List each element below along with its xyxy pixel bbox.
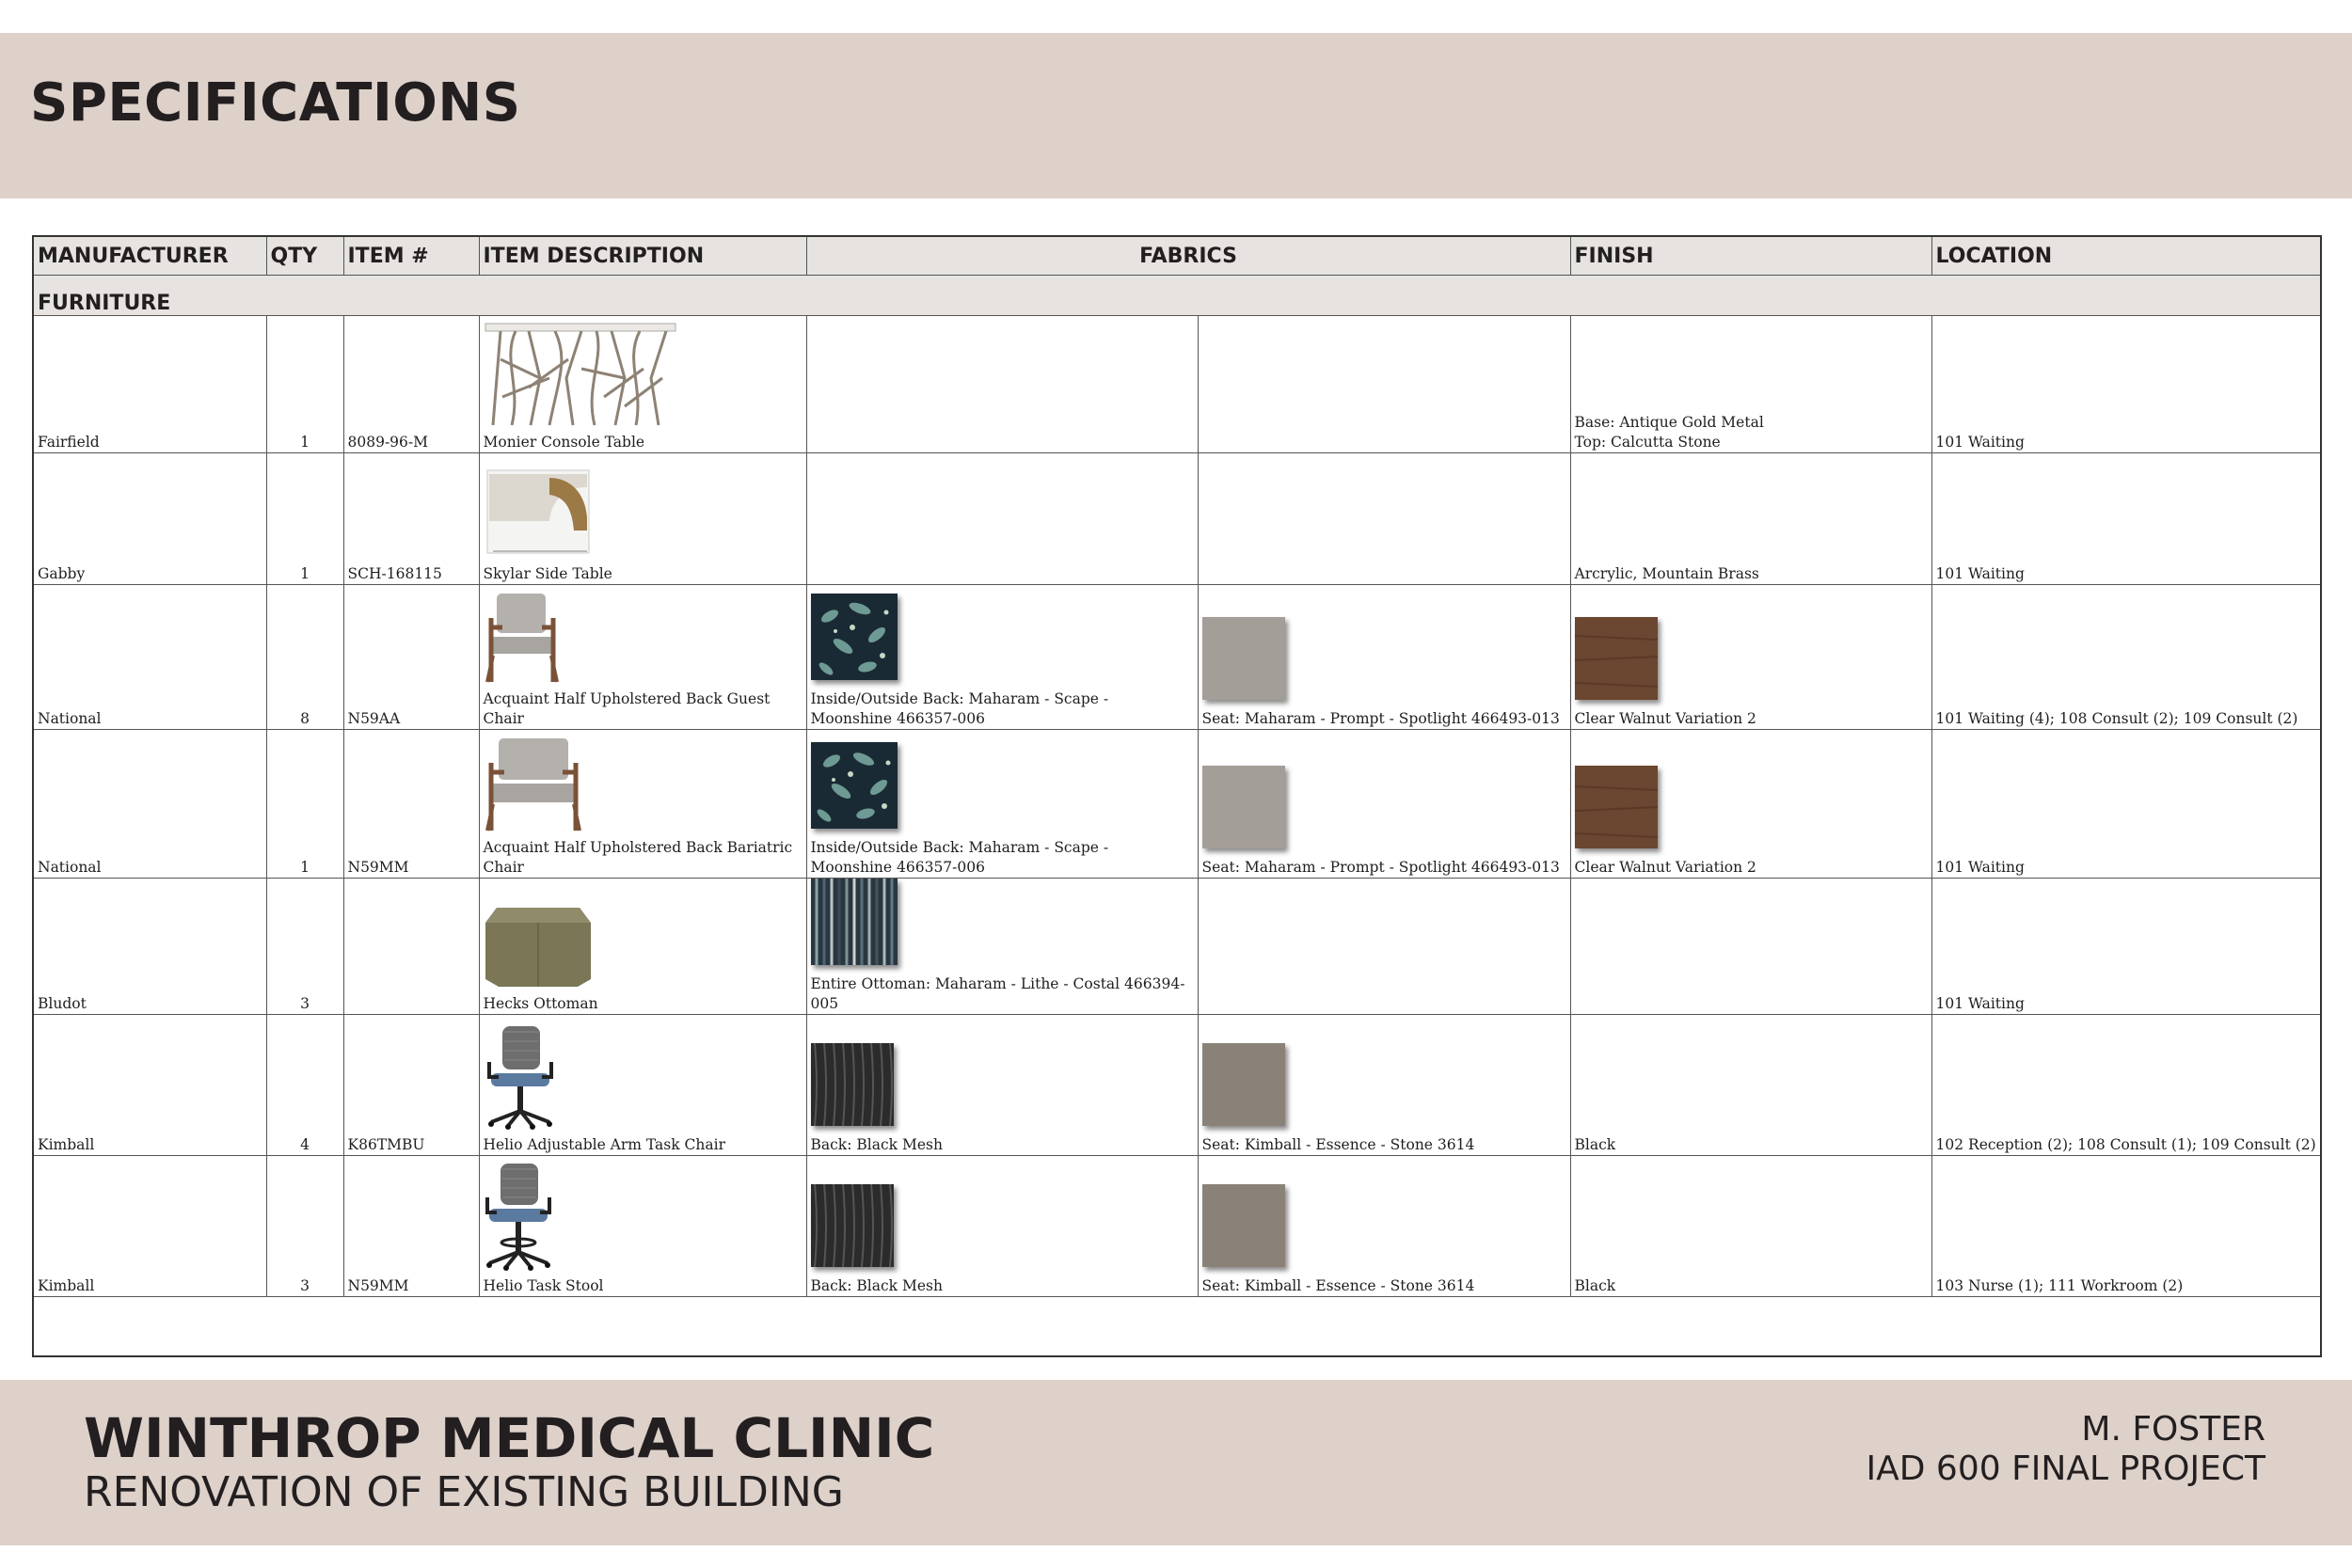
fabric-swatch-prompt-spotlight bbox=[1202, 766, 1285, 848]
finish-cell: Arcrylic, Mountain Brass bbox=[1570, 453, 1931, 585]
fabric-cell-2 bbox=[1198, 585, 1570, 730]
fabric-cell-2 bbox=[1198, 1014, 1570, 1155]
manufacturer-cell: National bbox=[33, 585, 266, 730]
description-cell bbox=[479, 585, 806, 730]
fabric-swatch-scape-moonshine bbox=[811, 594, 898, 680]
fabric-cell-2 bbox=[1198, 316, 1570, 453]
page-title: SPECIFICATIONS bbox=[30, 72, 521, 134]
item-number-cell bbox=[343, 879, 479, 1015]
item-number-cell: SCH-168115 bbox=[343, 453, 479, 585]
finish-text: Base: Antique Gold Metal bbox=[1574, 414, 1764, 432]
description-text: Helio Adjustable Arm Task Chair bbox=[483, 1135, 725, 1153]
description-text: Helio Task Stool bbox=[483, 1276, 604, 1294]
fabric-cell-1 bbox=[806, 585, 1198, 730]
finish-text-2: Top: Calcutta Stone bbox=[1574, 434, 1721, 451]
fabric-cell-1 bbox=[806, 879, 1198, 1015]
description-text: Acquaint Half Upholstered Back Guest Chair bbox=[483, 690, 771, 728]
description-text: Hecks Ottoman bbox=[483, 994, 598, 1012]
finish-swatch-walnut bbox=[1575, 617, 1658, 700]
fabric-cell-1 bbox=[806, 730, 1198, 879]
ottoman-image bbox=[484, 900, 593, 989]
fabric-swatch-prompt-spotlight bbox=[1202, 617, 1285, 700]
column-header-item: ITEM # bbox=[343, 236, 479, 276]
table-header-row bbox=[33, 236, 2321, 276]
fabric-cell-2 bbox=[1198, 453, 1570, 585]
fabric-text: Entire Ottoman: Maharam - Lithe - Costal 466394-005 bbox=[810, 975, 1185, 1012]
description-cell bbox=[479, 1155, 806, 1296]
fabric-text: Back: Black Mesh bbox=[810, 1135, 943, 1153]
fabric-swatch-essence-stone bbox=[1202, 1043, 1285, 1126]
location-cell: 101 Waiting (4); 108 Consult (2); 109 Consult (2) bbox=[1931, 585, 2321, 730]
table-row bbox=[33, 879, 2321, 1015]
description-cell bbox=[479, 730, 806, 879]
location-cell: 101 Waiting bbox=[1931, 730, 2321, 879]
finish-text: Clear Walnut Variation 2 bbox=[1574, 710, 1756, 728]
finish-cell bbox=[1570, 730, 1931, 879]
section-row-furniture bbox=[33, 276, 2321, 316]
description-cell bbox=[479, 879, 806, 1015]
item-number-cell: N59MM bbox=[343, 730, 479, 879]
table-row bbox=[33, 730, 2321, 879]
side-table-image bbox=[484, 465, 593, 559]
fabric-swatch-black-mesh bbox=[811, 1184, 894, 1267]
fabric-cell-1 bbox=[806, 1155, 1198, 1296]
console-table-image bbox=[484, 322, 677, 427]
location-cell: 102 Reception (2); 108 Consult (1); 109 Consult (2) bbox=[1931, 1014, 2321, 1155]
column-header-description: ITEM DESCRIPTION bbox=[479, 236, 806, 276]
description-cell bbox=[479, 316, 806, 453]
description-text: Monier Console Table bbox=[483, 434, 645, 451]
item-number-cell: K86TMBU bbox=[343, 1014, 479, 1155]
table-row bbox=[33, 585, 2321, 730]
finish-cell: Black bbox=[1570, 1155, 1931, 1296]
qty-cell: 1 bbox=[266, 453, 343, 585]
description-cell bbox=[479, 453, 806, 585]
fabric-swatch-lithe-costal bbox=[811, 879, 898, 965]
fabric-cell-2 bbox=[1198, 730, 1570, 879]
description-cell bbox=[479, 1014, 806, 1155]
item-number-cell: N59MM bbox=[343, 1155, 479, 1296]
manufacturer-cell: Fairfield bbox=[33, 316, 266, 453]
project-subtitle: RENOVATION OF EXISTING BUILDING bbox=[84, 1468, 844, 1516]
finish-cell bbox=[1570, 879, 1931, 1015]
fabric-text: Seat: Kimball - Essence - Stone 3614 bbox=[1201, 1276, 1475, 1294]
location-cell: 101 Waiting bbox=[1931, 879, 2321, 1015]
fabric-text: Inside/Outside Back: Maharam - Scape - Moonshine 466357-006 bbox=[810, 690, 1109, 728]
project-title: WINTHROP MEDICAL CLINIC bbox=[84, 1406, 935, 1470]
manufacturer-cell: Bludot bbox=[33, 879, 266, 1015]
fabric-text: Seat: Kimball - Essence - Stone 3614 bbox=[1201, 1135, 1475, 1153]
fabric-text: Back: Black Mesh bbox=[810, 1276, 943, 1294]
fabric-text: Seat: Maharam - Prompt - Spotlight 466493-013 bbox=[1201, 710, 1560, 728]
column-header-location: LOCATION bbox=[1931, 236, 2321, 276]
qty-cell: 3 bbox=[266, 1155, 343, 1296]
qty-cell: 1 bbox=[266, 730, 343, 879]
table-row bbox=[33, 1014, 2321, 1155]
task-chair-image bbox=[484, 1024, 557, 1130]
manufacturer-cell: Kimball bbox=[33, 1014, 266, 1155]
location-cell: 101 Waiting bbox=[1931, 316, 2321, 453]
finish-swatch-walnut bbox=[1575, 766, 1658, 848]
column-header-finish: FINISH bbox=[1570, 236, 1931, 276]
finish-cell: Black bbox=[1570, 1014, 1931, 1155]
empty-cell bbox=[33, 1296, 2321, 1356]
finish-cell bbox=[1570, 585, 1931, 730]
location-cell: 101 Waiting bbox=[1931, 453, 2321, 585]
fabric-text: Seat: Maharam - Prompt - Spotlight 466493-013 bbox=[1201, 859, 1560, 877]
table-row bbox=[33, 316, 2321, 453]
description-text: Acquaint Half Upholstered Back Bariatric Chair bbox=[483, 839, 793, 877]
qty-cell: 8 bbox=[266, 585, 343, 730]
guest-chair-image bbox=[484, 590, 561, 684]
fabric-swatch-essence-stone bbox=[1202, 1184, 1285, 1267]
author-name: M. FOSTER bbox=[2081, 1410, 2265, 1449]
fabric-cell-2 bbox=[1198, 879, 1570, 1015]
fabric-swatch-black-mesh bbox=[811, 1043, 894, 1126]
column-header-fabrics: FABRICS bbox=[806, 236, 1570, 276]
finish-cell bbox=[1570, 316, 1931, 453]
qty-cell: 1 bbox=[266, 316, 343, 453]
fabric-swatch-scape-moonshine bbox=[811, 742, 898, 829]
table-row bbox=[33, 453, 2321, 585]
manufacturer-cell: Gabby bbox=[33, 453, 266, 585]
section-label: FURNITURE bbox=[33, 276, 2321, 316]
course-label: IAD 600 FINAL PROJECT bbox=[1866, 1449, 2265, 1488]
fabric-cell-1 bbox=[806, 316, 1198, 453]
bariatric-chair-image bbox=[484, 735, 583, 832]
manufacturer-cell: National bbox=[33, 730, 266, 879]
qty-cell: 3 bbox=[266, 879, 343, 1015]
location-cell: 103 Nurse (1); 111 Workroom (2) bbox=[1931, 1155, 2321, 1296]
fabric-cell-2 bbox=[1198, 1155, 1570, 1296]
finish-text: Clear Walnut Variation 2 bbox=[1574, 859, 1756, 877]
qty-cell: 4 bbox=[266, 1014, 343, 1155]
column-header-qty: QTY bbox=[266, 236, 343, 276]
item-number-cell: 8089-96-M bbox=[343, 316, 479, 453]
fabric-text: Inside/Outside Back: Maharam - Scape - Moonshine 466357-006 bbox=[810, 839, 1109, 877]
specifications-table bbox=[32, 235, 2322, 1357]
fabric-cell-1 bbox=[806, 453, 1198, 585]
fabric-cell-1 bbox=[806, 1014, 1198, 1155]
table-row bbox=[33, 1155, 2321, 1296]
column-header-manufacturer: MANUFACTURER bbox=[33, 236, 266, 276]
description-text: Skylar Side Table bbox=[483, 565, 612, 583]
item-number-cell: N59AA bbox=[343, 585, 479, 730]
empty-row bbox=[33, 1296, 2321, 1356]
manufacturer-cell: Kimball bbox=[33, 1155, 266, 1296]
task-stool-image bbox=[484, 1162, 555, 1271]
